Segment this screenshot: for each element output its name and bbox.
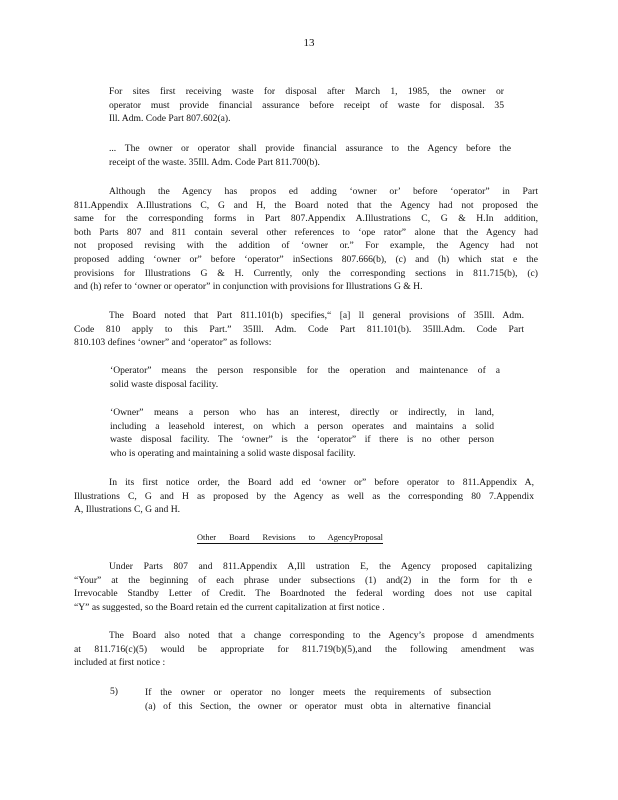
list-item-text bbox=[145, 686, 491, 713]
section-heading: Other Board Revisions to AgencyProposal bbox=[197, 533, 383, 542]
text-line: operator must provide financial assurance before receipt of waste for disposal. 35 bbox=[109, 99, 504, 111]
text-line: “Y” as suggested, so the Board retain ed the current capitalization at first notice . bbox=[74, 601, 385, 613]
definition-owner bbox=[110, 406, 494, 460]
text-line: waste disposal facility. The ‘owner” is the ‘operator” if there is no other person bbox=[110, 434, 494, 446]
text-line: 810.103 defines ‘owner” and ‘operator” as follows: bbox=[74, 337, 272, 349]
block-quote-811-700 bbox=[109, 142, 511, 169]
text-line: Although the Agency has propos ed adding ‘owner or’ before ‘operator” in Part bbox=[109, 186, 538, 197]
text-line: Ill. Adm. Code Part 807.602(a). bbox=[109, 113, 231, 125]
text-line: (a) of this Section, the owner or operator must obta in alternative financial bbox=[145, 700, 491, 712]
text-line: and (h) refer to ‘owner or operator” in conjunction with provisions for Illustrations G & H. bbox=[74, 281, 423, 293]
text-line: Illustrations C, G and H as proposed by the Agency as well as the corresponding 80 7.Appendix bbox=[74, 490, 534, 502]
text-line: ‘Owner” means a person who has an interest, directly or indirectly, in land, bbox=[110, 407, 494, 418]
text-line: at 811.716(c)(5) would be appropriate for 811.719(b)(5),and the following amendment was bbox=[74, 643, 534, 655]
text-line: In its first notice order, the Board add ed ‘owner or” before operator to 811.Appendix A, bbox=[109, 477, 534, 488]
paragraph-amendment bbox=[74, 629, 534, 670]
paragraph-owner-or-operator bbox=[74, 185, 538, 294]
text-line: Irrevocable Standby Letter of Credit. The Boardnoted the federal wording does not use capital bbox=[74, 588, 532, 600]
text-line: Code 810 apply to this Part.” 35Ill. Adm. Code Part 811.101(b). 35Ill.Adm. Code Part bbox=[74, 323, 524, 335]
text-line: included at first notice : bbox=[74, 657, 166, 669]
text-line: solid waste disposal facility. bbox=[110, 378, 219, 390]
text-line: proposed adding ‘owner or” before ‘operator” inSections 807.666(b), (c) and (h) which stat e the bbox=[74, 253, 538, 265]
text-line: A, Illustrations C, G and H. bbox=[74, 504, 181, 516]
text-line: The Board noted that Part 811.101(b) specifies,“ [a] ll general provisions of 35Ill. Adm. bbox=[109, 310, 524, 321]
paragraph-capitalization bbox=[74, 560, 532, 614]
paragraph-first-notice bbox=[74, 476, 534, 517]
text-line: provisions for Illustrations G & H. Currently, only the corresponding sections in 811.715(b), (c) bbox=[74, 267, 538, 279]
text-line: who is operating and maintaining a solid waste disposal facility. bbox=[110, 447, 356, 459]
paragraph-definitions-intro bbox=[74, 309, 524, 350]
text-line: including a leasehold interest, on which a person operates and maintains a solid bbox=[110, 420, 494, 432]
definition-operator bbox=[110, 364, 500, 391]
text-line: not proposed revising with the addition of ‘owner or.” For example, the Agency had not bbox=[74, 240, 538, 252]
text-line: 811.Appendix A.Illustrations C, G and H, the Board noted that the Agency had not proposed the bbox=[74, 199, 538, 211]
text-line: For sites first receiving waste for disposal after March 1, 1985, the owner or bbox=[109, 86, 504, 97]
text-line: same for the corresponding forms in Part 807.Appendix A.Illustrations C, G & H.In addition, bbox=[74, 213, 538, 225]
block-quote-807-602 bbox=[109, 85, 504, 126]
text-line: ... The owner or operator shall provide financial assurance to the Agency before the bbox=[109, 143, 511, 154]
list-item-number: 5) bbox=[110, 686, 118, 697]
text-line: “Your” at the beginning of each phrase under subsections (1) and(2) in the form for th e bbox=[74, 574, 532, 586]
text-line: The Board also noted that a change corresponding to the Agency’s propose d amendments bbox=[109, 630, 534, 641]
text-line: receipt of the waste. 35Ill. Adm. Code Part 811.700(b). bbox=[109, 156, 320, 168]
text-line: ‘Operator” means the person responsible for the operation and maintenance of a bbox=[110, 365, 500, 376]
page-number: 13 bbox=[303, 37, 315, 49]
text-line: If the owner or operator no longer meets the requirements of subsection bbox=[145, 687, 491, 698]
text-line: Under Parts 807 and 811.Appendix A,Ill ustration E, the Agency proposed capitalizing bbox=[109, 561, 532, 572]
text-line: both Parts 807 and 811 contain several other references to ‘ope rator” alone that the Agency had bbox=[74, 226, 538, 238]
